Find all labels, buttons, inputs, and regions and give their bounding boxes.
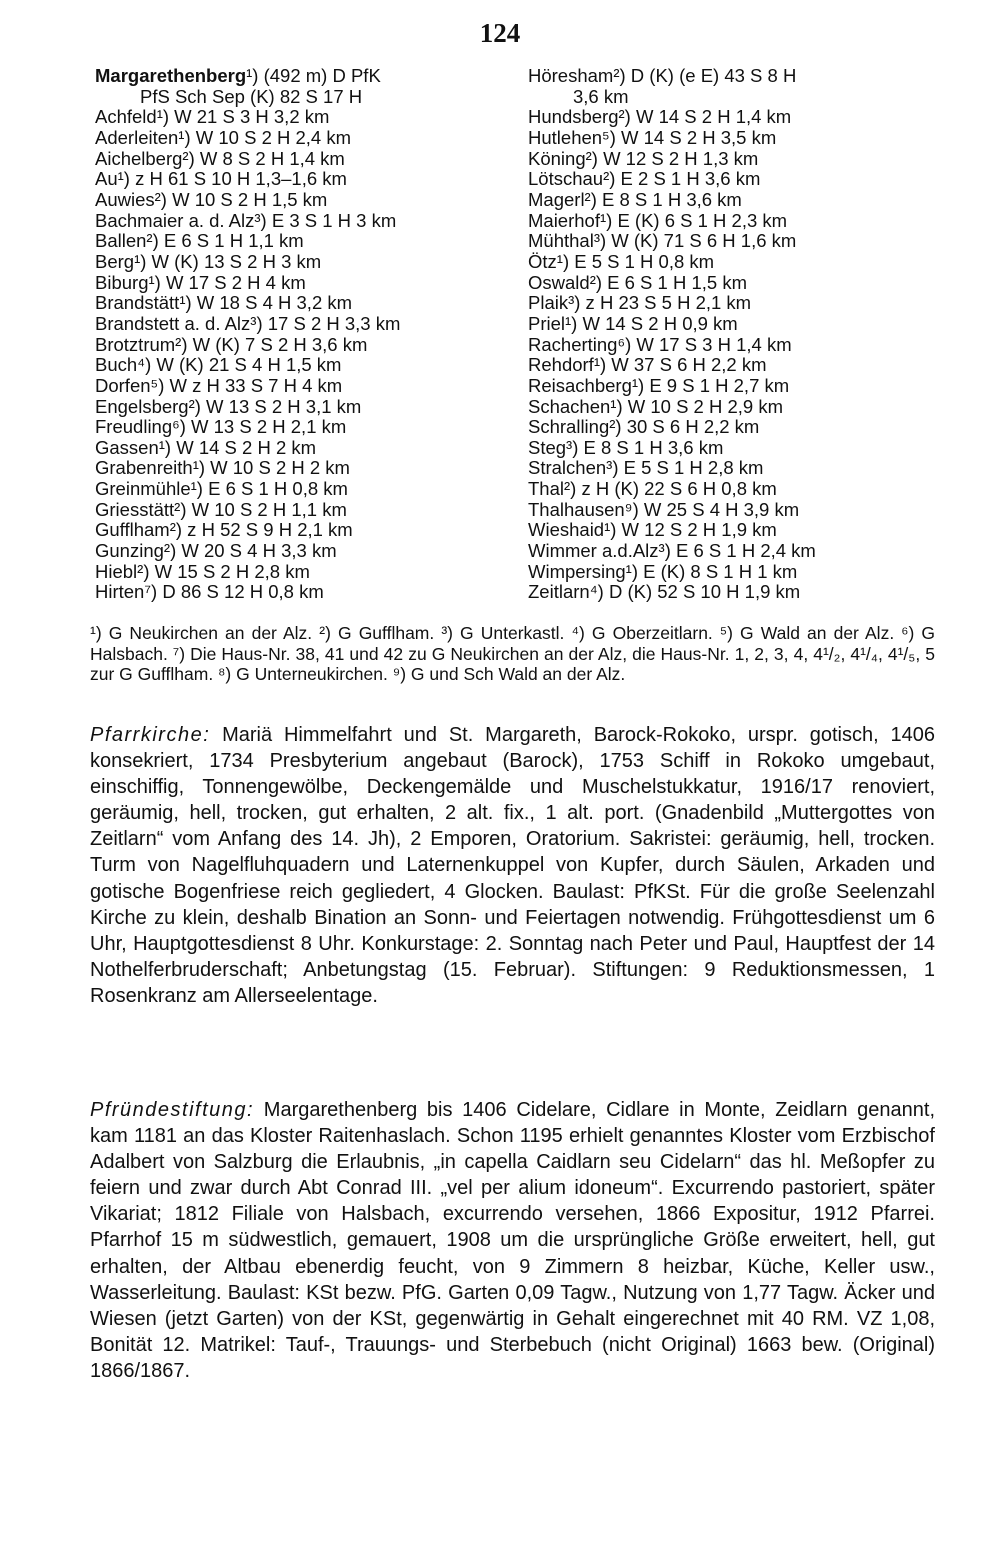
place-entry-text: Gassen¹) W 14 S 2 H 2 km — [95, 436, 317, 458]
place-entry-text: Mühthal³) W (K) 71 S 6 H 1,6 km — [528, 230, 797, 252]
place-entry-head: Margarethenberg — [95, 65, 247, 86]
place-entry-text: Griesstätt²) W 10 S 2 H 1,1 km — [95, 498, 347, 520]
place-entry — [95, 500, 515, 521]
place-entry — [528, 128, 948, 149]
place-entry — [528, 252, 948, 273]
place-entry — [528, 376, 948, 397]
place-entry — [95, 314, 515, 335]
place-entry — [528, 500, 948, 521]
place-entry-text: Höresham²) D (K) (e E) 43 S 8 H — [528, 65, 797, 86]
place-entry-text: Maierhof¹) E (K) 6 S 1 H 2,3 km — [528, 209, 788, 231]
pfarrkirche-text: Mariä Himmelfahrt und St. Margareth, Barock-Rokoko, urspr. gotisch, 1406 konsekriert, 1734 Presbyterium angebaut (Barock), 1753 Schiff in Rokoko umgebaut, einschiffig, Tonnengewölbe, Deckengemälde und Muschelstukkatur, 1916/17 renoviert, geräumig, hell, trocken, gut erhalten, 2 alt. fix., 1 alt. port. (Gnadenbild „Muttergottes von Zeitlarn“ vom Anfang des 14. Jh), 2 Emporen, Oratorium. Sakristei: geräumig, hell, trocken. Turm von Nagelfluhquadern und Laternenkuppel von Kupfer, durch Säulen, Arkaden und gotische Bogenfriese reich gegliedert, 4 Glocken. Baulast: PfKSt. Für die große Seelenzahl Kirche zu klein, deshalb Bination an Sonn- und Feiertagen notwendig. Frühgottesdienst um 6 Uhr, Hauptgottesdienst 8 Uhr. Konkurstage: 2. Sonntag nach Peter und Paul, Hauptfest der 14 Nothelferbruderschaft; Anbetungstag (15. Februar). Stiftungen: 9 Reduktionsmessen, 1 Rosenkranz am Allerseelentage. — [90, 724, 935, 1007]
place-entry-text: Wieshaid¹) W 12 S 2 H 1,9 km — [528, 519, 777, 541]
place-entry — [528, 417, 948, 438]
left-column — [95, 66, 515, 603]
place-entry-text: Schachen¹) W 10 S 2 H 2,9 km — [528, 395, 783, 417]
place-entry — [528, 66, 948, 87]
place-entry — [528, 211, 948, 232]
place-entry-text: Berg¹) W (K) 13 S 2 H 3 km — [95, 250, 322, 272]
pfarrkirche-paragraph — [90, 722, 935, 1009]
pfruendestiftung-heading: Pfründestiftung: — [90, 1099, 255, 1121]
place-entry-text: Au¹) z H 61 S 10 H 1,3–1,6 km — [95, 168, 347, 190]
place-entry — [528, 562, 948, 583]
place-entry-text: Hundsberg²) W 14 S 2 H 1,4 km — [528, 106, 792, 128]
place-entry — [95, 520, 515, 541]
place-entry — [528, 190, 948, 211]
place-entry — [95, 211, 515, 232]
place-entry — [528, 273, 948, 294]
place-entry-text: Gufflham²) z H 52 S 9 H 2,1 km — [95, 519, 353, 541]
place-entry-text: Reisachberg¹) E 9 S 1 H 2,7 km — [528, 374, 790, 396]
place-entry-text: Achfeld¹) W 21 S 3 H 3,2 km — [95, 106, 330, 128]
place-entry-text: Priel¹) W 14 S 2 H 0,9 km — [528, 312, 738, 334]
place-entry — [528, 438, 948, 459]
place-entry — [528, 169, 948, 190]
pfarrkirche-heading: Pfarrkirche: — [90, 724, 211, 746]
place-entry-text: Wimmer a.d.Alz³) E 6 S 1 H 2,4 km — [528, 540, 816, 562]
place-entry-text: Hiebl²) W 15 S 2 H 2,8 km — [95, 560, 310, 582]
place-entry-text: Hirten⁷) D 86 S 12 H 0,8 km — [95, 581, 324, 603]
place-entry — [95, 355, 515, 376]
place-entry — [95, 169, 515, 190]
place-entry — [95, 107, 515, 128]
place-entry-text: Auwies²) W 10 S 2 H 1,5 km — [95, 188, 328, 210]
place-entry — [95, 438, 515, 459]
place-entry-text: PfS Sch Sep (K) 82 S 17 H — [140, 85, 363, 107]
place-entry-text: Brandstett a. d. Alz³) 17 S 2 H 3,3 km — [95, 312, 401, 334]
place-entry-text: Freudling⁶) W 13 S 2 H 2,1 km — [95, 416, 347, 438]
place-entry — [528, 458, 948, 479]
place-entry — [528, 231, 948, 252]
place-entry — [95, 417, 515, 438]
place-entry — [528, 149, 948, 170]
place-entry — [528, 293, 948, 314]
page-number: 124 — [479, 18, 521, 48]
place-entry-text: Dorfen⁵) W z H 33 S 7 H 4 km — [95, 374, 343, 396]
place-entry-text: Gunzing²) W 20 S 4 H 3,3 km — [95, 540, 337, 562]
place-entry — [95, 541, 515, 562]
place-entry — [95, 273, 515, 294]
place-entry-text: Thal²) z H (K) 22 S 6 H 0,8 km — [528, 478, 777, 500]
place-entry — [528, 355, 948, 376]
place-entry — [95, 293, 515, 314]
place-entry-text: Steg³) E 8 S 1 H 3,6 km — [528, 436, 724, 458]
place-entry-text: Ötz¹) E 5 S 1 H 0,8 km — [528, 250, 715, 272]
place-entry — [95, 376, 515, 397]
place-entry-text: Buch⁴) W (K) 21 S 4 H 1,5 km — [95, 354, 342, 376]
place-entry-text: Brotztrum²) W (K) 7 S 2 H 3,6 km — [95, 333, 368, 355]
place-entry — [95, 479, 515, 500]
place-entry — [528, 87, 948, 108]
place-entry — [95, 128, 515, 149]
place-entry — [95, 149, 515, 170]
place-entry — [95, 397, 515, 418]
place-entry-text: Bachmaier a. d. Alz³) E 3 S 1 H 3 km — [95, 209, 397, 231]
place-entry — [95, 562, 515, 583]
place-entry-text: Ballen²) E 6 S 1 H 1,1 km — [95, 230, 304, 252]
place-entry — [95, 231, 515, 252]
place-entry — [95, 582, 515, 603]
place-entry — [95, 335, 515, 356]
place-entry-text: Magerl²) E 8 S 1 H 3,6 km — [528, 188, 742, 210]
place-entry-text: Thalhausen⁹) W 25 S 4 H 3,9 km — [528, 498, 800, 520]
place-entry-text: Aichelberg²) W 8 S 2 H 1,4 km — [95, 147, 345, 169]
place-entry-text: ¹) (492 m) D PfK — [246, 65, 381, 86]
place-entry-text: Aderleiten¹) W 10 S 2 H 2,4 km — [95, 126, 352, 148]
place-entry-text: Plaik³) z H 23 S 5 H 2,1 km — [528, 292, 752, 314]
place-entry — [95, 66, 515, 87]
place-entry — [528, 314, 948, 335]
place-entry-text: Zeitlarn⁴) D (K) 52 S 10 H 1,9 km — [528, 581, 801, 603]
place-entry-text: Greinmühle¹) E 6 S 1 H 0,8 km — [95, 478, 348, 500]
place-entry-text: 3,6 km — [573, 85, 629, 107]
place-entry — [95, 87, 515, 108]
place-entry — [528, 335, 948, 356]
place-entry-text: Stralchen³) E 5 S 1 H 2,8 km — [528, 457, 764, 479]
place-entry-text: Lötschau²) E 2 S 1 H 3,6 km — [528, 168, 761, 190]
place-entry-text: Wimpersing¹) E (K) 8 S 1 H 1 km — [528, 560, 798, 582]
pfruendestiftung-text: Margarethenberg bis 1406 Cidelare, Cidlare in Monte, Zeidlarn genannt, kam 1181 an das Kloster Raitenhaslach. Schon 1195 erhielt genanntes Kloster vom Erzbischof Adalbert von Salzburg die Erlaubnis, „in capella Caidlarn seu Cidelarn“ das hl. Meßopfer zu feiern und zwar durch Abt Conrad III. „vel per alium idoneum“. Excurrendo pastoriert, später Vikariat; 1812 Filiale von Halsbach, excurrendo versehen, 1866 Expositur, 1912 Pfarrei. Pfarrhof 15 m südwestlich, gemauert, 1908 um die ursprüngliche Größe erweitert, hell, gut erhalten, der Altbau ebenerdig feucht, von 9 Zimmern 8 heizbar, Küche, Keller usw., Wasserleitung. Baulast: KSt bezw. PfG. Garten 0,09 Tagw., Nutzung von 1,77 Tagw. Äcker und Wiesen (jetzt Garten) von der KSt, gegenwärtig in Gehalt eingerechnet mit 40 RM. VZ 1,08, Bonität 12. Matrikel: Tauf-, Trauungs- und Sterbebuch (nicht Original) 1663 bew. (Original) 1866/1867. — [90, 1099, 936, 1382]
place-entry — [528, 582, 948, 603]
place-entry — [528, 520, 948, 541]
place-entry — [95, 458, 515, 479]
place-entry — [528, 107, 948, 128]
place-entry-text: Köning²) W 12 S 2 H 1,3 km — [528, 147, 759, 169]
place-entry-text: Schralling²) 30 S 6 H 2,2 km — [528, 416, 760, 438]
place-entry-text: Rehdorf¹) W 37 S 6 H 2,2 km — [528, 354, 767, 376]
place-entry-text: Engelsberg²) W 13 S 2 H 3,1 km — [95, 395, 362, 417]
place-entry — [528, 541, 948, 562]
place-entry-text: Biburg¹) W 17 S 2 H 4 km — [95, 271, 306, 293]
place-entry — [95, 190, 515, 211]
place-entry-text: Oswald²) E 6 S 1 H 1,5 km — [528, 271, 747, 293]
place-entry — [528, 479, 948, 500]
right-column — [528, 66, 948, 603]
place-entry — [95, 252, 515, 273]
place-entry-text: Grabenreith¹) W 10 S 2 H 2 km — [95, 457, 350, 479]
footnotes: ¹) G Neukirchen an der Alz. ²) G Gufflham. ³) G Unterkastl. ⁴) G Oberzeitlarn. ⁵) G Wald an der Alz. ⁶) G Halsbach. ⁷) Die Haus-Nr. 38, 41 und 42 zu G Neukirchen an der Alz, die Haus-Nr. 1, 2, 3, 4, 4¹/₂, 4¹/₄, 4¹/₅, 5 zur G Gufflham. ⁸) G Unterneukirchen. ⁹) G und Sch Wald an der Alz. — [90, 623, 935, 685]
place-entry-text: Hutlehen⁵) W 14 S 2 H 3,5 km — [528, 126, 777, 148]
place-entry-text: Racherting⁶) W 17 S 3 H 1,4 km — [528, 333, 792, 355]
place-entry — [528, 397, 948, 418]
pfruendestiftung-paragraph — [90, 1097, 935, 1384]
place-entry-text: Brandstätt¹) W 18 S 4 H 3,2 km — [95, 292, 353, 314]
